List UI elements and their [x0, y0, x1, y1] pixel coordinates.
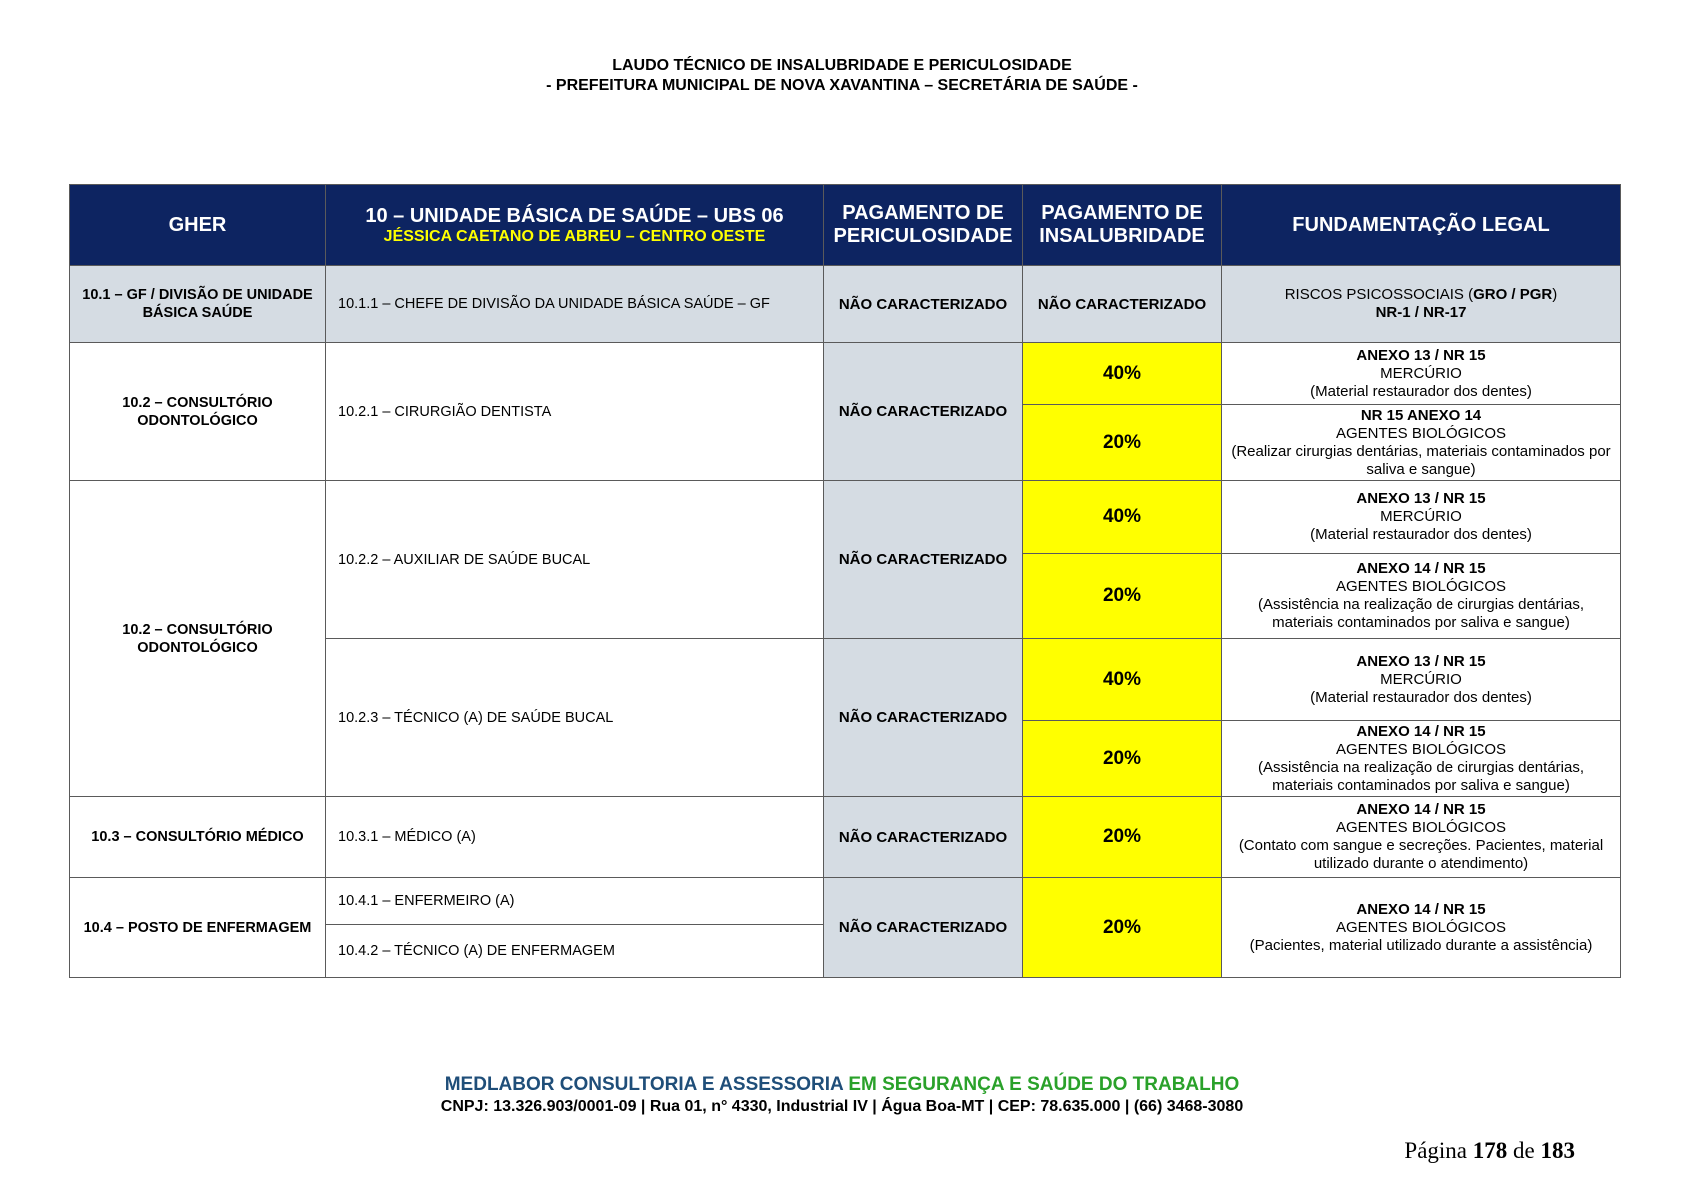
periculosidade-cell: NÃO CARACTERIZADO: [824, 639, 1023, 797]
ghe-cell: 10.4 – POSTO DE ENFERMAGEM: [70, 878, 326, 978]
table-row: [70, 797, 1621, 878]
col-gher: GHER: [70, 185, 326, 266]
insalubridade-pct: 20%: [1023, 797, 1222, 878]
document-title: LAUDO TÉCNICO DE INSALUBRIDADE E PERICULOSIDADE: [612, 57, 1072, 74]
col-insalubridade: PAGAMENTO DE INSALUBRIDADE: [1023, 185, 1222, 266]
legal-cell: NR 15 ANEXO 14 AGENTES BIOLÓGICOS (Realizar cirurgias dentárias, materiais contaminados por saliva e sangue): [1222, 405, 1621, 481]
periculosidade-cell: NÃO CARACTERIZADO: [824, 266, 1023, 343]
legal-line-1: RISCOS PSICOSSOCIAIS (GRO / PGR): [1284, 286, 1558, 303]
function-cell: 10.3.1 – MÉDICO (A): [326, 797, 824, 878]
periculosidade-cell: NÃO CARACTERIZADO: [824, 481, 1023, 639]
col-unit-subtitle: JÉSSICA CAETANO DE ABREU – CENTRO OESTE: [383, 227, 766, 245]
function-cell: 10.2.1 – CIRURGIÃO DENTISTA: [326, 343, 824, 481]
ghe-cell: 10.2 – CONSULTÓRIO ODONTOLÓGICO: [70, 343, 326, 481]
legal-cell: ANEXO 14 / NR 15 AGENTES BIOLÓGICOS (Contato com sangue e secreções. Pacientes, material utilizado durante o atendimento): [1222, 797, 1621, 878]
ghe-cell: 10.3 – CONSULTÓRIO MÉDICO: [70, 797, 326, 878]
function-cell: 10.2.3 – TÉCNICO (A) DE SAÚDE BUCAL: [326, 639, 824, 797]
company-name: [0, 1074, 1684, 1096]
table-row: [70, 481, 1621, 554]
legal-line-2: NR-1 / NR-17: [1375, 304, 1467, 321]
insalubridade-pct: 20%: [1023, 878, 1222, 978]
company-name-green: EM SEGURANÇA E SAÚDE DO TRABALHO: [848, 1074, 1240, 1095]
function-cell: 10.4.2 – TÉCNICO (A) DE ENFERMAGEM: [326, 925, 824, 978]
insalubridade-pct: 40%: [1023, 639, 1222, 721]
table-row: [70, 343, 1621, 405]
legal-cell: ANEXO 13 / NR 15 MERCÚRIO (Material restaurador dos dentes): [1222, 481, 1621, 554]
insalubridade-pct: 20%: [1023, 554, 1222, 639]
insalubridade-pct: 20%: [1023, 405, 1222, 481]
insalubridade-pct: 40%: [1023, 343, 1222, 405]
company-address: CNPJ: 13.326.903/0001-09 | Rua 01, n° 4330, Industrial IV | Água Boa-MT | CEP: 78.635.000 | (66) 3468-3080: [440, 1098, 1244, 1115]
legal-cell: ANEXO 13 / NR 15 MERCÚRIO (Material restaurador dos dentes): [1222, 343, 1621, 405]
insalubridade-pct: 40%: [1023, 481, 1222, 554]
company-name-blue: MEDLABOR CONSULTORIA E ASSESSORIA: [444, 1074, 844, 1095]
col-fundamentacao: FUNDAMENTAÇÃO LEGAL: [1222, 185, 1621, 266]
table-header-row: [70, 185, 1621, 266]
function-cell: 10.1.1 – CHEFE DE DIVISÃO DA UNIDADE BÁSICA SAÚDE – GF: [326, 266, 824, 343]
function-cell: 10.4.1 – ENFERMEIRO (A): [326, 878, 824, 925]
insalubridade-pct: 20%: [1023, 721, 1222, 797]
col-unit: [326, 185, 824, 266]
document-subtitle: - PREFEITURA MUNICIPAL DE NOVA XAVANTINA – SECRETÁRIA DE SAÚDE -: [546, 77, 1138, 94]
insalubridade-cell: NÃO CARACTERIZADO: [1023, 266, 1222, 343]
page-number: Página 178 de 183: [1404, 1138, 1575, 1163]
legal-cell: ANEXO 14 / NR 15 AGENTES BIOLÓGICOS (Assistência na realização de cirurgias dentárias, materiais contaminados por saliva e sangue): [1222, 554, 1621, 639]
legal-cell: ANEXO 14 / NR 15 AGENTES BIOLÓGICOS (Pacientes, material utilizado durante a assistência): [1222, 878, 1621, 978]
ghe-cell: 10.1 – GF / DIVISÃO DE UNIDADE BÁSICA SAÚDE: [70, 266, 326, 343]
periculosidade-cell: NÃO CARACTERIZADO: [824, 343, 1023, 481]
legal-cell: ANEXO 14 / NR 15 AGENTES BIOLÓGICOS (Assistência na realização de cirurgias dentárias, materiais contaminados por saliva e sangue): [1222, 721, 1621, 797]
col-periculosidade: PAGAMENTO DE PERICULOSIDADE: [824, 185, 1023, 266]
document-footer: [0, 1074, 1684, 1118]
ghe-cell: 10.2 – CONSULTÓRIO ODONTOLÓGICO: [70, 481, 326, 797]
legal-cell: ANEXO 13 / NR 15 MERCÚRIO (Material restaurador dos dentes): [1222, 639, 1621, 721]
col-unit-title: 10 – UNIDADE BÁSICA DE SAÚDE – UBS 06: [365, 204, 784, 227]
periculosidade-cell: NÃO CARACTERIZADO: [824, 797, 1023, 878]
risk-table: [69, 184, 1621, 978]
table-row: [70, 266, 1621, 343]
periculosidade-cell: NÃO CARACTERIZADO: [824, 878, 1023, 978]
legal-cell: [1222, 266, 1621, 343]
table-row: [70, 878, 1621, 925]
function-cell: 10.2.2 – AUXILIAR DE SAÚDE BUCAL: [326, 481, 824, 639]
document-header: [0, 56, 1684, 96]
